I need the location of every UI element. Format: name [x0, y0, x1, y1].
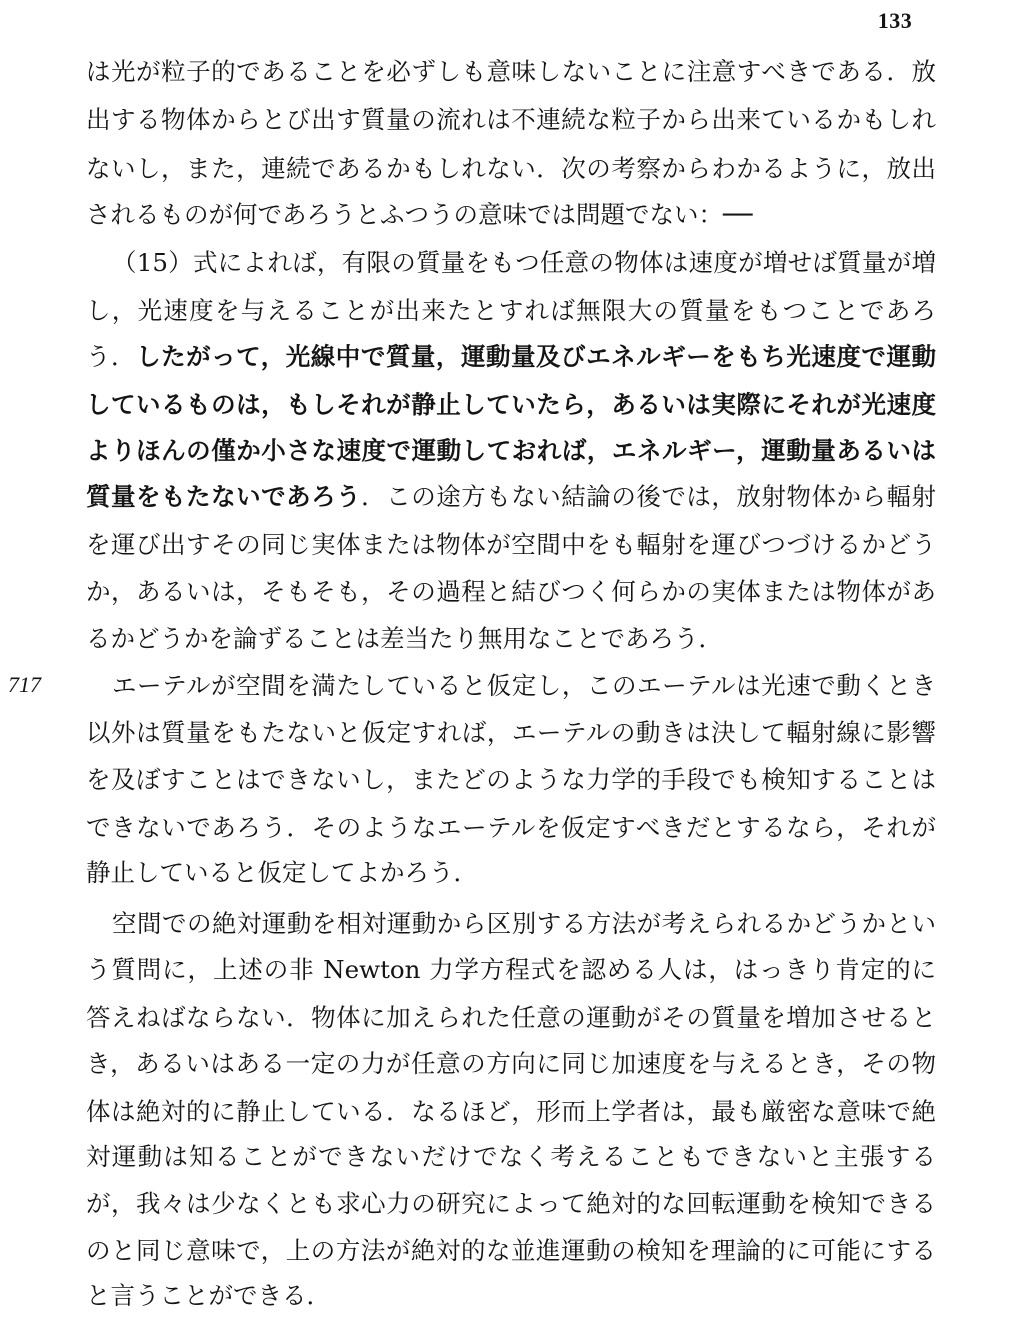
emphasis-text: 質量をもたないであろう	[86, 482, 362, 511]
text-line: ないし，また，連続であるかもしれない．次の考察からわかるように，放出	[86, 154, 936, 183]
page-number: 133	[877, 8, 913, 33]
text-line: るかどうかを論ずることは差当たり無用なことであろう．	[86, 624, 723, 653]
text-line: 空間での絶対運動を相対運動から区別する方法が考えられるかどうかとい	[112, 909, 936, 938]
text-line: 質量をもたないであろう．この途方もない結論の後では，放射物体から輻射	[86, 482, 937, 511]
text-line: う質問に，上述の非 Newton 力学方程式を認める人は，はっきり肯定的に	[86, 955, 936, 984]
margin-note: 717	[8, 672, 41, 697]
text-line: エーテルが空間を満たしていると仮定し，このエーテルは光速で動くとき	[112, 671, 936, 700]
text-line: は光が粒子的であることを必ずしも意味しないことに注意すべきである．放	[86, 57, 936, 86]
text-line: 静止していると仮定してよかろう．	[86, 858, 478, 887]
text-line: し，光速度を与えることが出来たとすれば無限大の質量をもつことであろ	[86, 296, 936, 325]
text-line: き，あるいはある一定の力が任意の方向に同じ加速度を与えるとき，その物	[86, 1049, 936, 1078]
text-line: できないであろう．そのようなエーテルを仮定すべきだとするなら，それが	[86, 813, 936, 842]
text-line: か，あるいは，そもそも，その過程と結びつく何らかの実体または物体があ	[86, 577, 936, 606]
text-line: 以外は質量をもたないと仮定すれば，エーテルの動きは決して輻射線に影響	[86, 718, 936, 747]
text-line	[86, 431, 936, 471]
emphasis-text: したがって，光線中で質量，運動量及びエネルギーをもち光速度で運動	[136, 342, 936, 371]
text-line: 体は絶対的に静止している．なるほど，形而上学者は，最も厳密な意味で絶	[86, 1097, 936, 1126]
emphasis-text: しているものは，もしそれが静止していたら，あるいは実際にそれが光速度	[86, 390, 936, 419]
text-line: う．したがって，光線中で質量，運動量及びエネルギーをもち光速度で運動	[86, 342, 936, 371]
text-line: 答えねばならない．物体に加えられた任意の運動がその質量を増加させると	[86, 1003, 936, 1032]
text-line: が，我々は少なくとも求心力の研究によって絶対的な回転運動を検知できる	[86, 1189, 936, 1218]
text-line: と言うことができる．	[86, 1281, 331, 1310]
text-line: 対運動は知ることができないだけでなく考えることもできないと主張する	[86, 1142, 936, 1171]
text-line: を及ぼすことはできないし，またどのような力学的手段でも検知することは	[86, 765, 936, 794]
text-line: （15）式によれば，有限の質量をもつ任意の物体は速度が増せば質量が増	[112, 248, 936, 277]
text-line: されるものが何であろうとふつうの意味では問題でない：──	[86, 200, 753, 229]
text-line	[86, 385, 936, 425]
text-line: を運び出すその同じ実体または物体が空間中をも輻射を運びつづけるかどう	[86, 530, 936, 559]
emphasis-text: よりほんの僅か小さな速度で運動しておれば，エネルギー，運動量あるいは	[86, 436, 936, 465]
text-line: 出する物体からとび出す質量の流れは不連続な粒子から出来ているかもしれ	[86, 105, 936, 134]
text-line: のと同じ意味で，上の方法が絶対的な並進運動の検知を理論的に可能にする	[86, 1236, 936, 1265]
